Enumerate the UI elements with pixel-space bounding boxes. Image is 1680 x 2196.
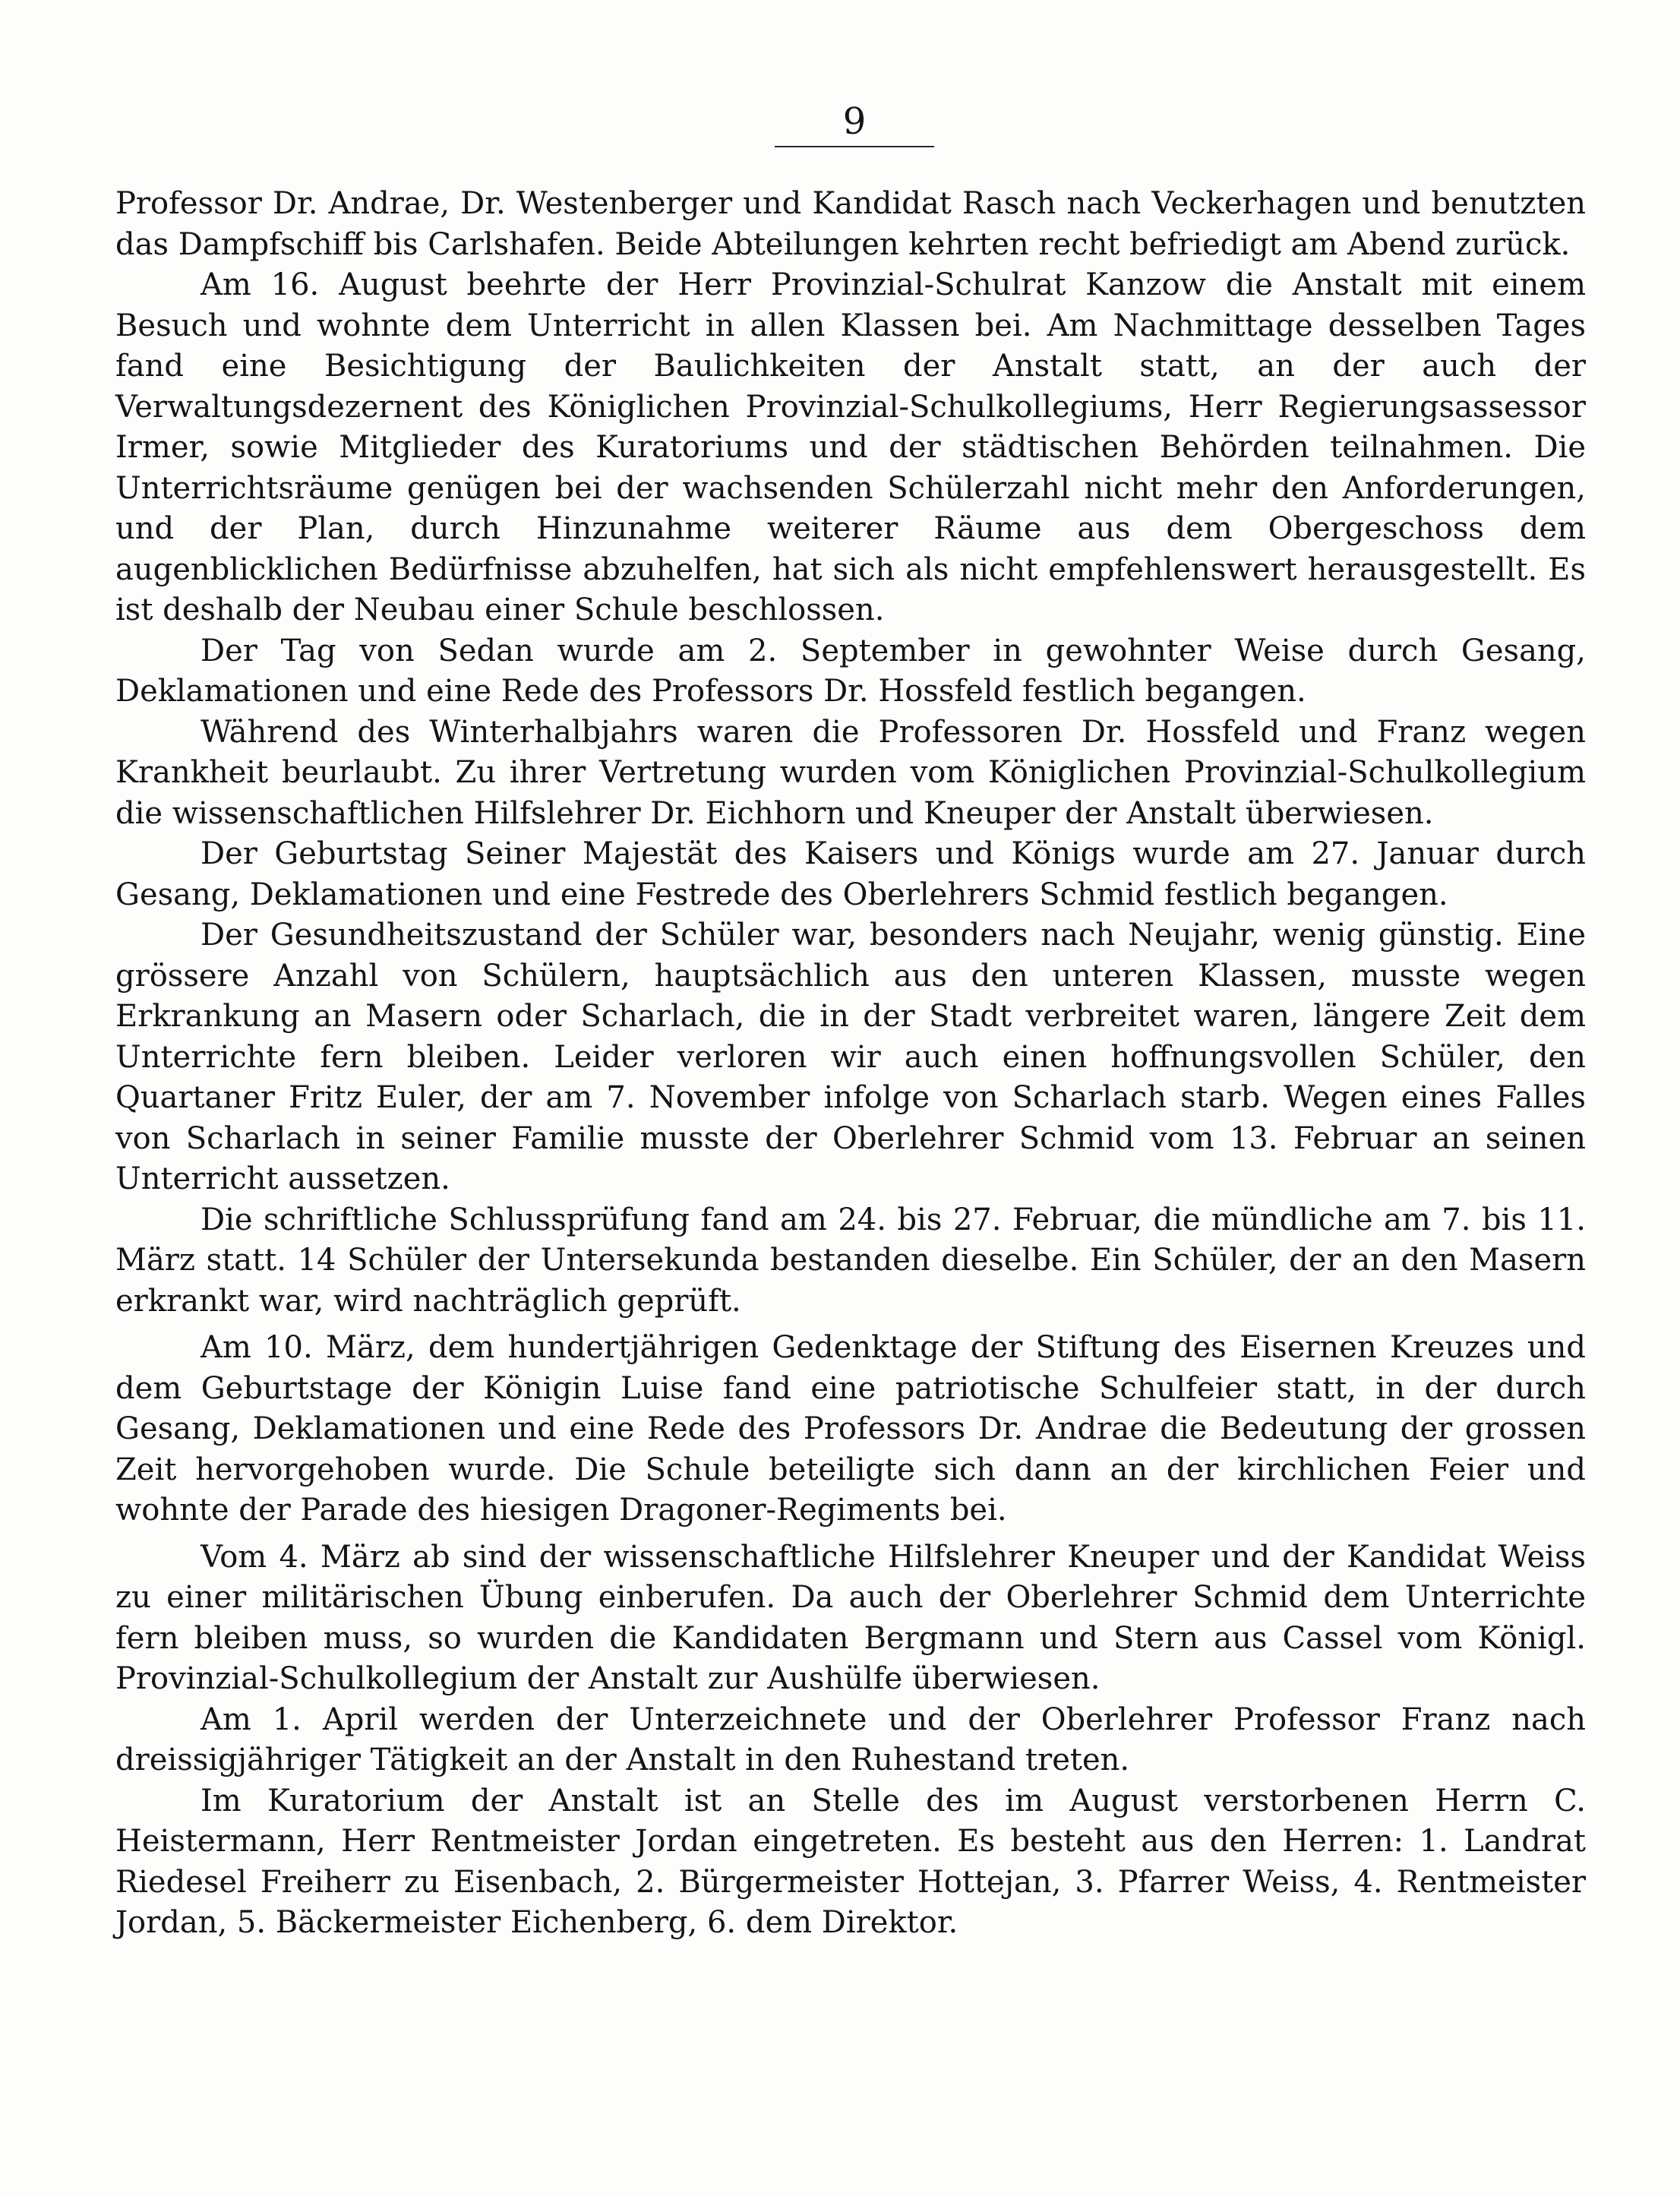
paragraph-final-exam: Die schriftliche Schlussprüfung fand am 24. bis 27. Februar, die mündliche am 7. bis 11. März statt. 14 Schüler der Untersekunda bestanden dieselbe. Ein Schüler, der an den Masern erkrankt war, wird nachträglich geprüft. bbox=[115, 1202, 1586, 1319]
paragraph-board-of-trustees: Im Kuratorium der Anstalt ist an Stelle des im August verstorbenen Herrn C. Heistermann, Herr Rentmeister Jordan eingetreten. Es besteht aus den Herren: 1. Landrat Riedesel Freiherr zu Eisenbach, 2. Bürgermeister Hottejan, 3. Pfarrer Weiss, 4. Rentmeister Jordan, 5. Bäckermeister Eichenberg, 6. dem Direktor. bbox=[115, 1783, 1586, 1940]
paragraph-winter-leave: Während des Winterhalbjahrs waren die Professoren Dr. Hossfeld und Franz wegen Krankheit beurlaubt. Zu ihrer Vertretung wurden vom Königlichen Provinzial-Schulkollegium die wissenschaftlichen Hilfslehrer Dr. Eichhorn und Kneuper der Anstalt überwiesen. bbox=[115, 714, 1586, 831]
page-number-rule bbox=[775, 146, 934, 147]
paragraph-continuation: Professor Dr. Andrae, Dr. Westenberger und Kandidat Rasch nach Veckerhagen und benutzten das Dampfschiff bis Carlshafen. Beide Abteilungen kehrten recht befriedigt am Abend zurück. bbox=[115, 186, 1586, 262]
paragraph-inspection-visit: Am 16. August beehrte der Herr Provinzial-Schulrat Kanzow die Anstalt mit einem Besuch und wohnte dem Unterricht in allen Klassen bei. Am Nachmittage desselben Tages fand eine Besichtigung der Baulichkeiten der Anstalt statt, an der auch der Verwaltungsdezernent des Königlichen Provinzial-Schulkollegiums, Herr Regierungsassessor Irmer, sowie Mitglieder des Kuratoriums und der städtischen Behörden teilnahmen. Die Unterrichtsräume genügen bei der wachsenden Schülerzahl nicht mehr den Anforderungen, und der Plan, durch Hinzunahme weiterer Räume aus dem Obergeschoss dem augenblicklichen Bedürfnisse abzuhelfen, hat sich als nicht empfehlenswert herausgestellt. Es ist deshalb der Neubau einer Schule beschlossen. bbox=[115, 267, 1586, 627]
paragraph-emperor-birthday: Der Geburtstag Seiner Majestät des Kaisers und Königs wurde am 27. Januar durch Gesang, Deklamationen und eine Festrede des Oberlehrers Schmid festlich begangen. bbox=[115, 836, 1586, 912]
page-number: 9 bbox=[842, 100, 867, 143]
paragraph-retirement: Am 1. April werden der Unterzeichnete und der Oberlehrer Professor Franz nach dreissigjähriger Tätigkeit an der Anstalt in den Ruhestand treten. bbox=[115, 1702, 1586, 1777]
paragraph-sedan-day: Der Tag von Sedan wurde am 2. September in gewohnter Weise durch Gesang, Deklamationen und eine Rede des Professors Dr. Hossfeld festlich begangen. bbox=[115, 633, 1586, 709]
body-text bbox=[115, 184, 1586, 1944]
paragraph-health: Der Gesundheitszustand der Schüler war, besonders nach Neujahr, wenig günstig. Eine grössere Anzahl von Schülern, hauptsächlich aus den unteren Klassen, musste wegen Erkrankung an Masern oder Scharlach, die in der Stadt verbreitet waren, längere Zeit dem Unterrichte fern bleiben. Leider verloren wir auch einen hoffnungsvollen Schüler, den Quartaner Fritz Euler, der am 7. November infolge von Scharlach starb. Wegen eines Falles von Scharlach in seiner Familie musste der Oberlehrer Schmid vom 13. Februar an seinen Unterricht aussetzen. bbox=[115, 918, 1586, 1196]
paragraph-military-exercise: Vom 4. März ab sind der wissenschaftliche Hilfslehrer Kneuper und der Kandidat Weiss zu einer militärischen Übung einberufen. Da auch der Oberlehrer Schmid dem Unterrichte fern bleiben muss, so wurden die Kandidaten Bergmann und Stern aus Cassel vom Königl. Provinzial-Schulkollegium der Anstalt zur Aushülfe überwiesen. bbox=[115, 1539, 1586, 1696]
paragraph-iron-cross-anniversary: Am 10. März, dem hundertjährigen Gedenktage der Stiftung des Eisernen Kreuzes und dem Geburtstage der Königin Luise fand eine patriotische Schulfeier statt, in der durch Gesang, Deklamationen und eine Rede des Professors Dr. Andrae die Bedeutung der grossen Zeit hervorgehoben wurde. Die Schule beteiligte sich dann an der kirchlichen Feier und wohnte der Parade des hiesigen Dragoner-Regiments bei. bbox=[115, 1330, 1586, 1528]
